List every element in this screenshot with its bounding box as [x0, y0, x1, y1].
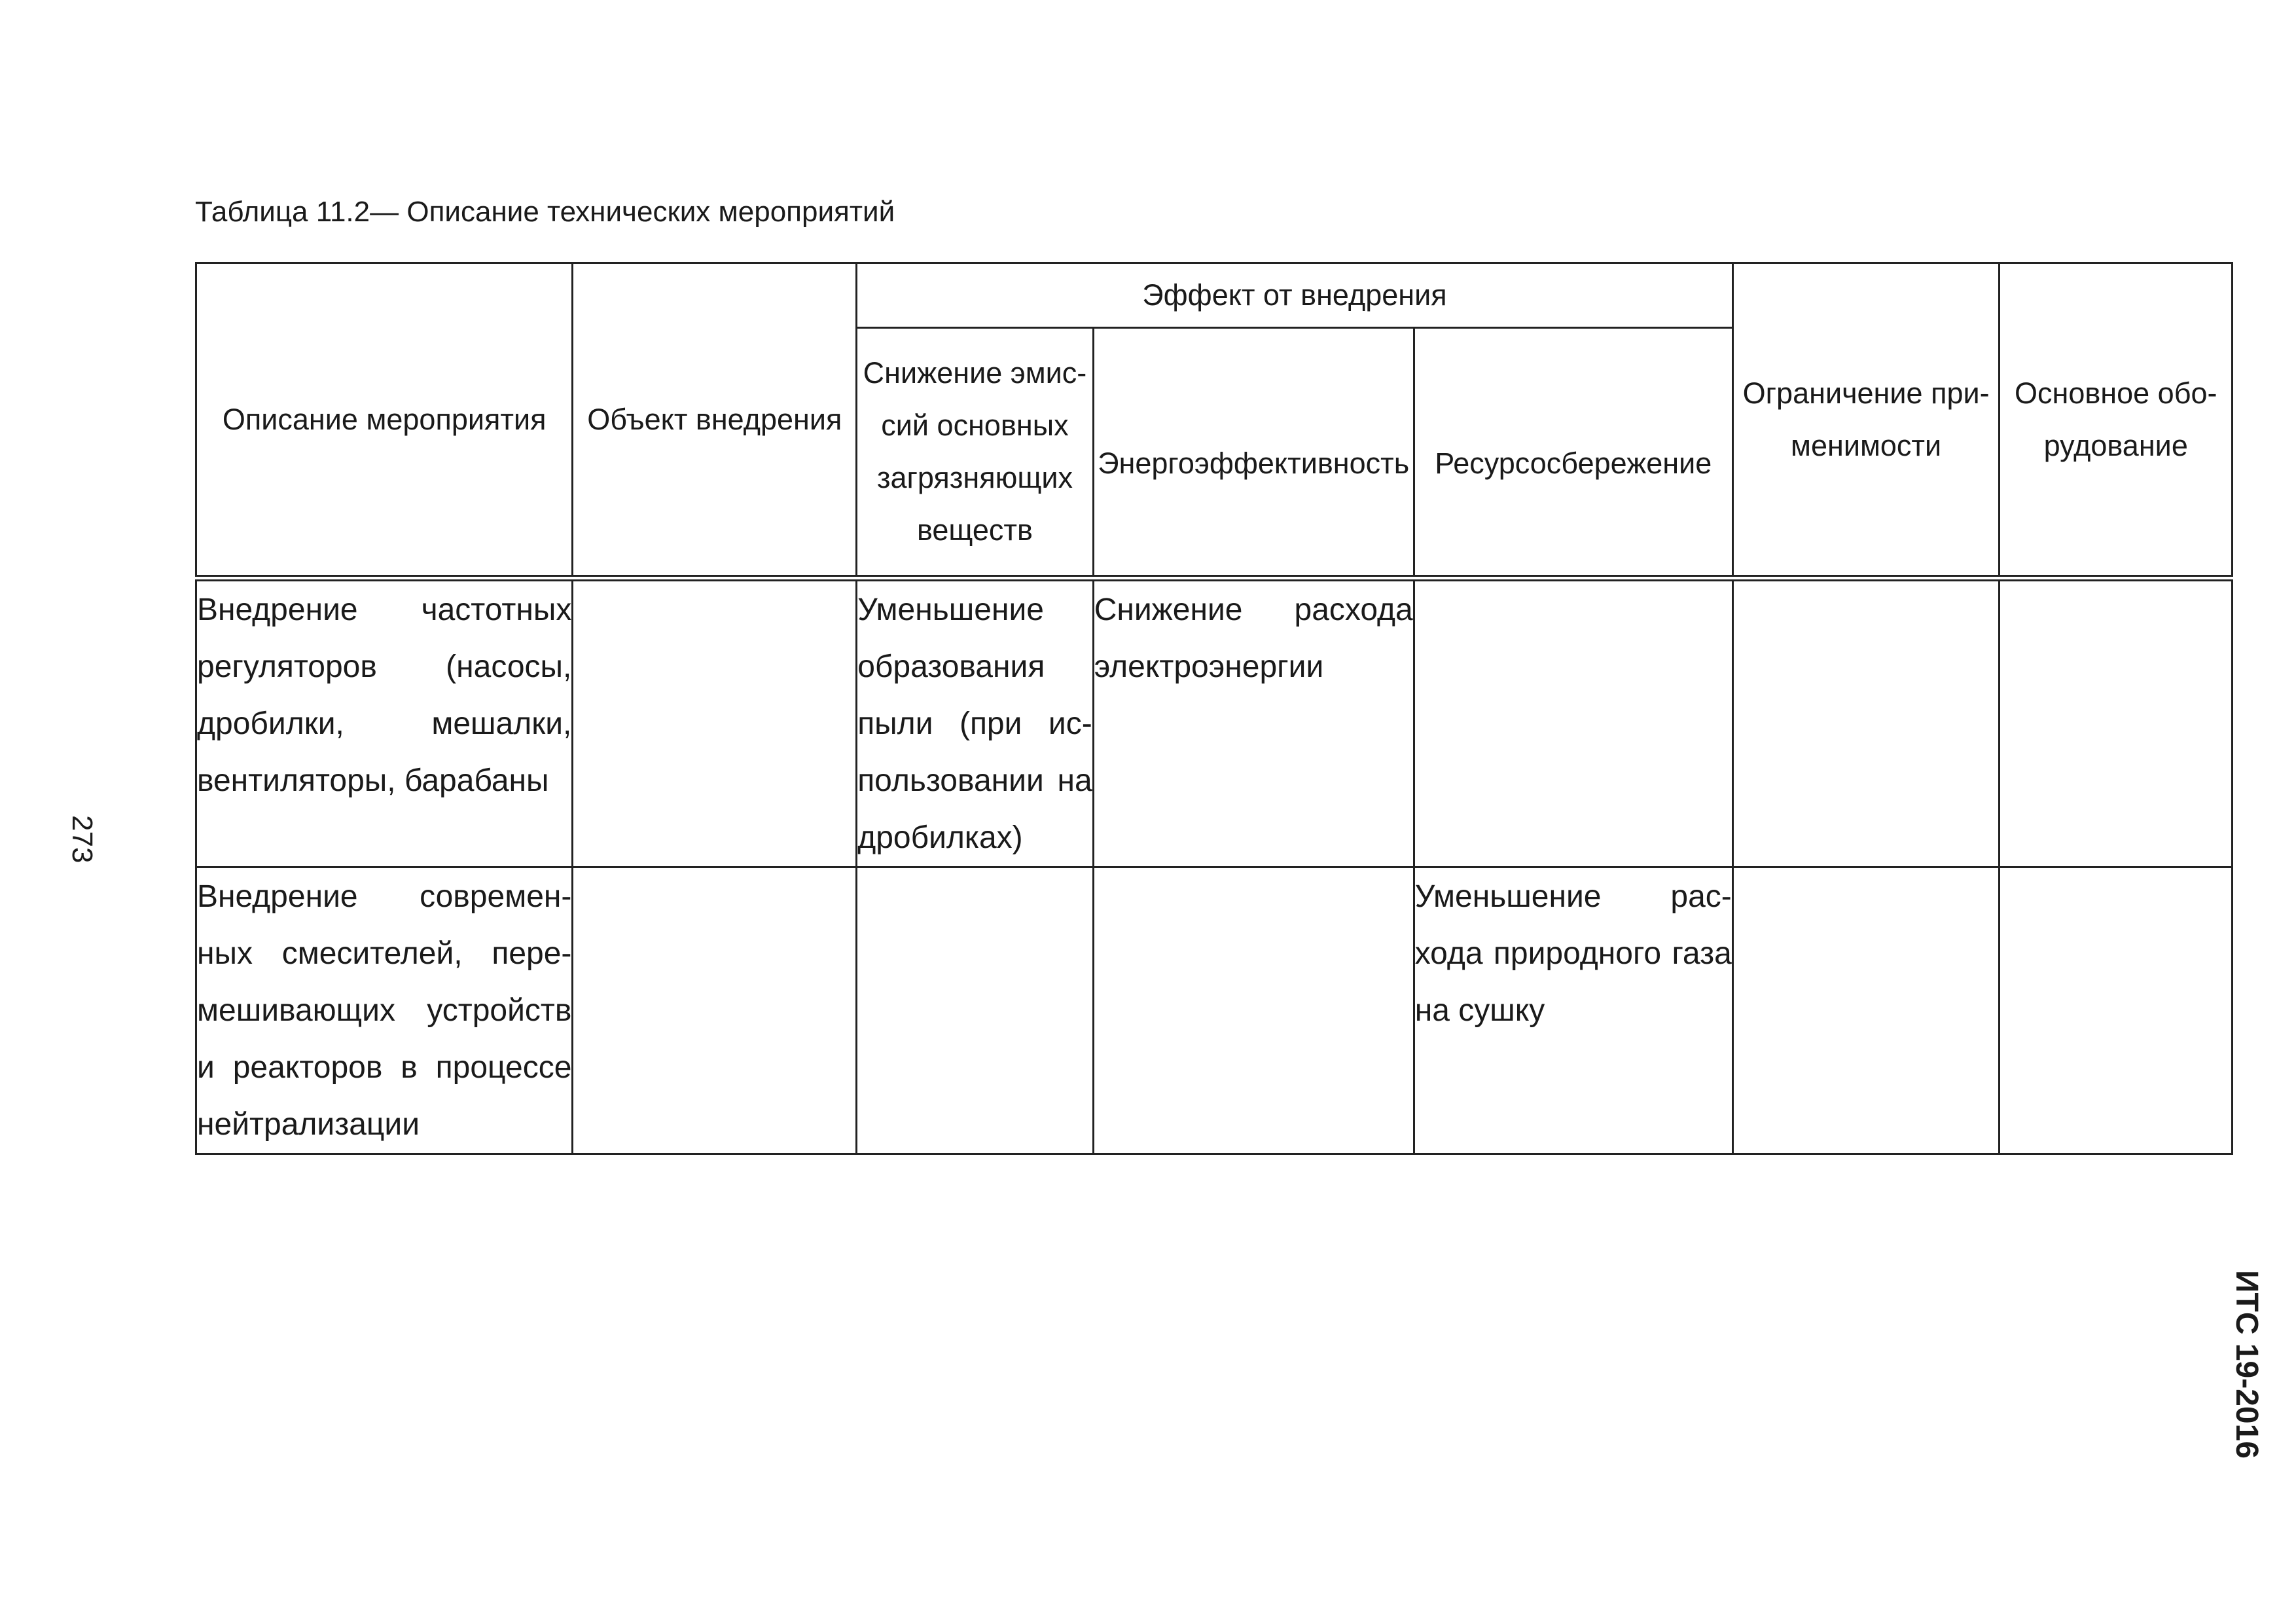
header-limitations: Ограничение при-менимости: [1732, 263, 2000, 579]
document-code: ИТС 19-2016: [2229, 1270, 2264, 1459]
row-1-description: Внедрение частотных регуляторов (насосы, дробилки, мешалки, вентиляторы, барабаны: [196, 578, 573, 867]
header-equipment: Основное обо-рудование: [2000, 263, 2233, 579]
row-2-description: Внедрение современ-ных смесителей, пере-мешивающих устройств и реакторов в процессе нейтрализации: [196, 867, 573, 1154]
header-effect-group: Эффект от внедрения: [857, 263, 1733, 328]
header-resources: Ресурсосбережение: [1414, 328, 1732, 579]
header-energy: Энергоэффективность: [1093, 328, 1414, 579]
header-emissions: Снижение эмис-сий основных загрязняющих веществ: [857, 328, 1094, 579]
row-1-equipment: [2000, 578, 2233, 867]
measures-table: [195, 262, 2233, 1155]
row-2-energy: [1093, 867, 1414, 1154]
row-2-limitations: [1732, 867, 2000, 1154]
page-number: 273: [66, 815, 98, 864]
row-2-equipment: [2000, 867, 2233, 1154]
row-1-emissions: Уменьшение образования пыли (при ис-пользовании на дробилках): [857, 578, 1094, 867]
row-2-resources: Уменьшение рас-хода природного газа на сушку: [1414, 867, 1732, 1154]
row-2-object: [573, 867, 857, 1154]
row-1-resources: [1414, 578, 1732, 867]
row-1-energy: Снижение расхода электроэнергии: [1093, 578, 1414, 867]
header-description: Описание мероприятия: [196, 263, 573, 579]
table-caption: Таблица 11.2— Описание технических мероприятий: [195, 196, 895, 228]
header-row-1: [196, 263, 2233, 328]
row-1-object: [573, 578, 857, 867]
table-row: [196, 578, 2233, 867]
row-1-limitations: [1732, 578, 2000, 867]
table-row: [196, 867, 2233, 1154]
row-2-emissions: [857, 867, 1094, 1154]
header-object: Объект внедрения: [573, 263, 857, 579]
